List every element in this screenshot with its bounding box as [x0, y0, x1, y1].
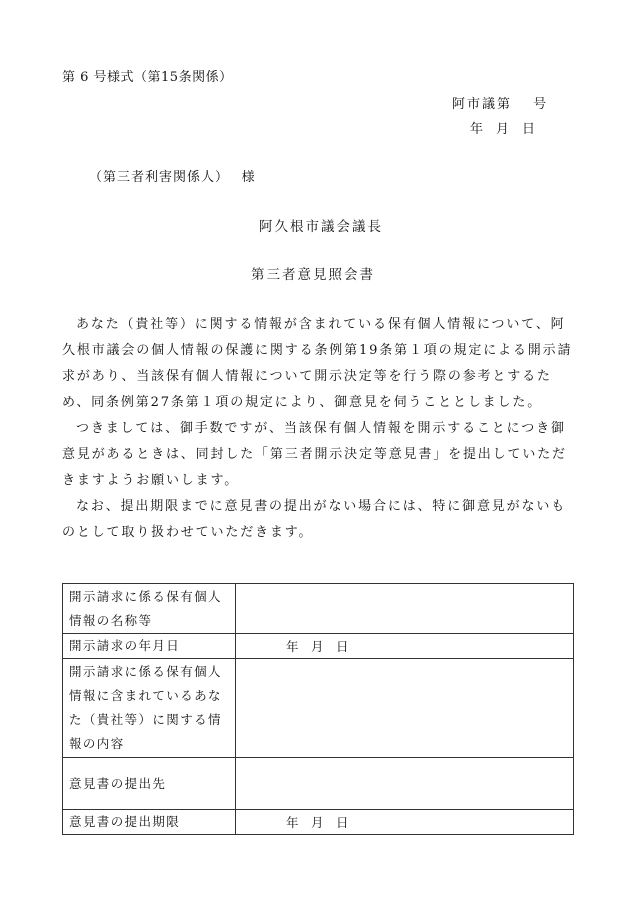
row-value-info-content — [236, 659, 574, 758]
info-table — [62, 583, 574, 835]
table-row — [63, 659, 574, 758]
table-row — [63, 810, 574, 835]
row-label-info-name: 開示請求に係る保有個人情報の名称等 — [63, 584, 236, 634]
body-paragraph-1: あなた（貴社等）に関する情報が含まれている保有個人情報について、阿久根市議会の個人情報の保護に関する条例第19条第１項の規定による開示請求があり、当該保有個人情報について開示決定等を行う際の参考とするため、同条例第27条第１項の規定により、御意見を伺うこととしました。 — [62, 317, 573, 410]
row-label-info-content: 開示請求に係る保有個人情報に含まれているあなた（貴社等）に関する情報の内容 — [63, 659, 236, 758]
table-row — [63, 758, 574, 810]
row-label-request-date: 開示請求の年月日 — [63, 634, 236, 659]
form-number: 第 6 号様式（第15条関係） — [62, 70, 233, 85]
document-date: 年 月 日 — [470, 122, 536, 137]
body-paragraph-2: つきましては、御手数ですが、当該保有個人情報を開示することにつき御意見があるときは、同封した「第三者開示決定等意見書」を提出していただきますようお願いします。 — [62, 421, 567, 488]
sender: 阿久根市議会議長 — [259, 219, 383, 235]
body-paragraph-3: なお、提出期限までに意見書の提出がない場合には、特に御意見がないものとして取り扱わせていただきます。 — [62, 499, 567, 540]
document-title: 第三者意見照会書 — [251, 267, 375, 283]
row-label-deadline: 意見書の提出期限 — [63, 810, 236, 835]
row-label-submit-to: 意見書の提出先 — [63, 758, 236, 810]
addressee: （第三者利害関係人） 様 — [89, 170, 256, 185]
table-row — [63, 584, 574, 634]
row-value-deadline: 年 月 日 — [236, 810, 574, 835]
row-value-request-date: 年 月 日 — [236, 634, 574, 659]
table-row — [63, 634, 574, 659]
row-value-submit-to — [236, 758, 574, 810]
document-number: 阿市議第 号 — [452, 97, 549, 112]
row-value-info-name — [236, 584, 574, 634]
body-text — [62, 312, 576, 546]
